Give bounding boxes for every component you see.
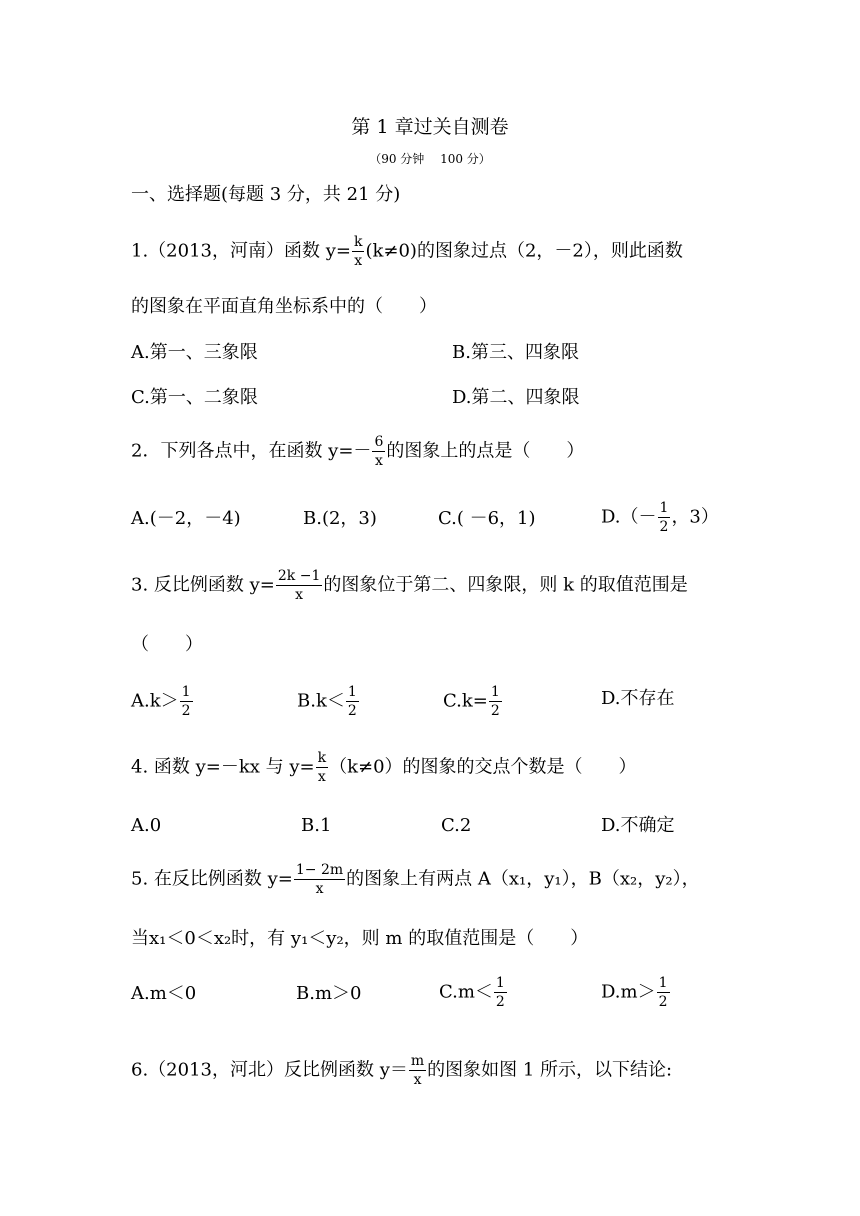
q1-option-c: C.第一、二象限 — [131, 387, 258, 408]
q3-optc-den: 2 — [490, 703, 500, 720]
q2-optd-fraction — [658, 500, 671, 535]
q3-fraction — [276, 568, 322, 603]
q5-option-d — [601, 975, 671, 1010]
question-1 — [131, 234, 683, 269]
q4-suffix: （k≠0）的图象的交点个数是（ ） — [329, 756, 637, 778]
q3-option-c — [443, 684, 503, 719]
question-2 — [131, 434, 584, 469]
q5-line2: 当x₁＜0＜x₂时，有 y₁＜y₂，则 m 的取值范围是（ ） — [131, 928, 589, 949]
q5-option-c — [439, 975, 508, 1010]
question-5 — [131, 862, 700, 897]
q2-option-b: B.(2，3) — [303, 508, 377, 529]
q5-frac-den: x — [315, 881, 324, 898]
q5-option-b: B.m＞0 — [296, 983, 362, 1004]
q4-prefix: 4. 函数 y=－kx 与 y= — [131, 756, 315, 778]
q3-opta-den: 2 — [181, 703, 191, 720]
q3-opta-fraction — [180, 684, 193, 719]
q3-line2: （ ） — [131, 634, 203, 655]
q2-optd-prefix: D.（－ — [601, 506, 657, 528]
q2-frac-den: x — [374, 453, 383, 470]
q5-optc-fraction — [494, 975, 507, 1010]
question-3 — [131, 568, 688, 603]
q5-frac-num: 1− 2m — [294, 862, 345, 880]
q5-optc-label: C.m＜ — [439, 981, 493, 1003]
q3-optc-num: 1 — [489, 684, 502, 702]
q5-optc-den: 2 — [495, 994, 505, 1011]
q2-prefix: 2．下列各点中，在函数 y=－ — [131, 440, 372, 462]
q5-prefix: 5. 在反比例函数 y= — [131, 868, 293, 890]
q1-prefix: 1.（2013，河南）函数 y= — [131, 240, 351, 262]
q3-frac-den: x — [295, 587, 304, 604]
q5-fraction — [294, 862, 345, 897]
q3-optc-label: C.k= — [443, 690, 488, 712]
q1-option-d: D.第二、四象限 — [452, 387, 580, 408]
q1-fraction — [352, 234, 364, 269]
page-subtitle: （90 分钟 100 分） — [369, 152, 491, 166]
q2-option-d — [601, 500, 719, 535]
q4-option-b: B.1 — [301, 815, 332, 836]
q3-optb-fraction — [346, 684, 359, 719]
q4-option-d: D.不确定 — [601, 815, 675, 836]
q2-fraction — [372, 434, 385, 469]
q3-prefix: 3. 反比例函数 y= — [131, 574, 275, 596]
q6-prefix: 6.（2013，河北）反比例函数 y＝ — [131, 1059, 408, 1081]
q6-frac-den: x — [413, 1072, 422, 1089]
q3-optb-num: 1 — [346, 684, 359, 702]
q1-option-b: B.第三、四象限 — [452, 342, 579, 363]
q5-optd-num: 1 — [657, 975, 670, 993]
question-6 — [131, 1053, 672, 1088]
q5-suffix: 的图象上有两点 A（x₁，y₁），B（x₂，y₂）， — [346, 868, 700, 890]
q3-option-b — [297, 684, 360, 719]
q2-option-c: C.( －6，1) — [438, 508, 536, 529]
q5-optd-label: D.m＞ — [601, 981, 656, 1003]
q1-frac-den: x — [354, 253, 363, 270]
q3-opta-label: A.k＞ — [131, 690, 179, 712]
q5-optd-fraction — [657, 975, 670, 1010]
q1-option-a: A.第一、三象限 — [131, 342, 258, 363]
q4-frac-den: x — [317, 769, 326, 786]
q4-option-c: C.2 — [441, 815, 472, 836]
q4-option-a: A.0 — [131, 815, 162, 836]
q3-option-a — [131, 684, 194, 719]
q6-fraction — [409, 1053, 426, 1088]
q2-frac-num: 6 — [372, 434, 385, 452]
q2-suffix: 的图象上的点是（ ） — [386, 440, 585, 462]
q1-line2: 的图象在平面直角坐标系中的（ ） — [131, 296, 437, 317]
q5-option-a: A.m＜0 — [131, 983, 197, 1004]
q6-frac-num: m — [409, 1053, 426, 1071]
q3-suffix: 的图象位于第二、四象限，则 k 的取值范围是 — [323, 574, 688, 596]
q2-optd-suffix: ，3） — [671, 506, 719, 528]
q2-option-a: A.(－2，－4) — [131, 508, 241, 529]
q1-suffix: (k≠0)的图象过点（2，－2），则此函数 — [365, 240, 683, 262]
q4-fraction — [316, 750, 328, 785]
q3-optb-den: 2 — [347, 703, 357, 720]
q4-frac-num: k — [316, 750, 328, 768]
q3-option-d: D.不存在 — [601, 688, 675, 709]
section-heading: 一、选择题(每题 3 分，共 21 分) — [131, 184, 401, 205]
q1-frac-num: k — [352, 234, 364, 252]
q5-optd-den: 2 — [658, 994, 668, 1011]
question-4 — [131, 750, 637, 785]
page-title: 第 1 章过关自测卷 — [351, 116, 509, 138]
q6-suffix: 的图象如图 1 所示，以下结论: — [427, 1059, 673, 1081]
q2-optd-num: 1 — [658, 500, 671, 518]
q2-optd-den: 2 — [659, 519, 669, 536]
q3-optb-label: B.k＜ — [297, 690, 345, 712]
q3-optc-fraction — [489, 684, 502, 719]
q3-frac-num: 2k −1 — [276, 568, 322, 586]
q3-opta-num: 1 — [180, 684, 193, 702]
q5-optc-num: 1 — [494, 975, 507, 993]
